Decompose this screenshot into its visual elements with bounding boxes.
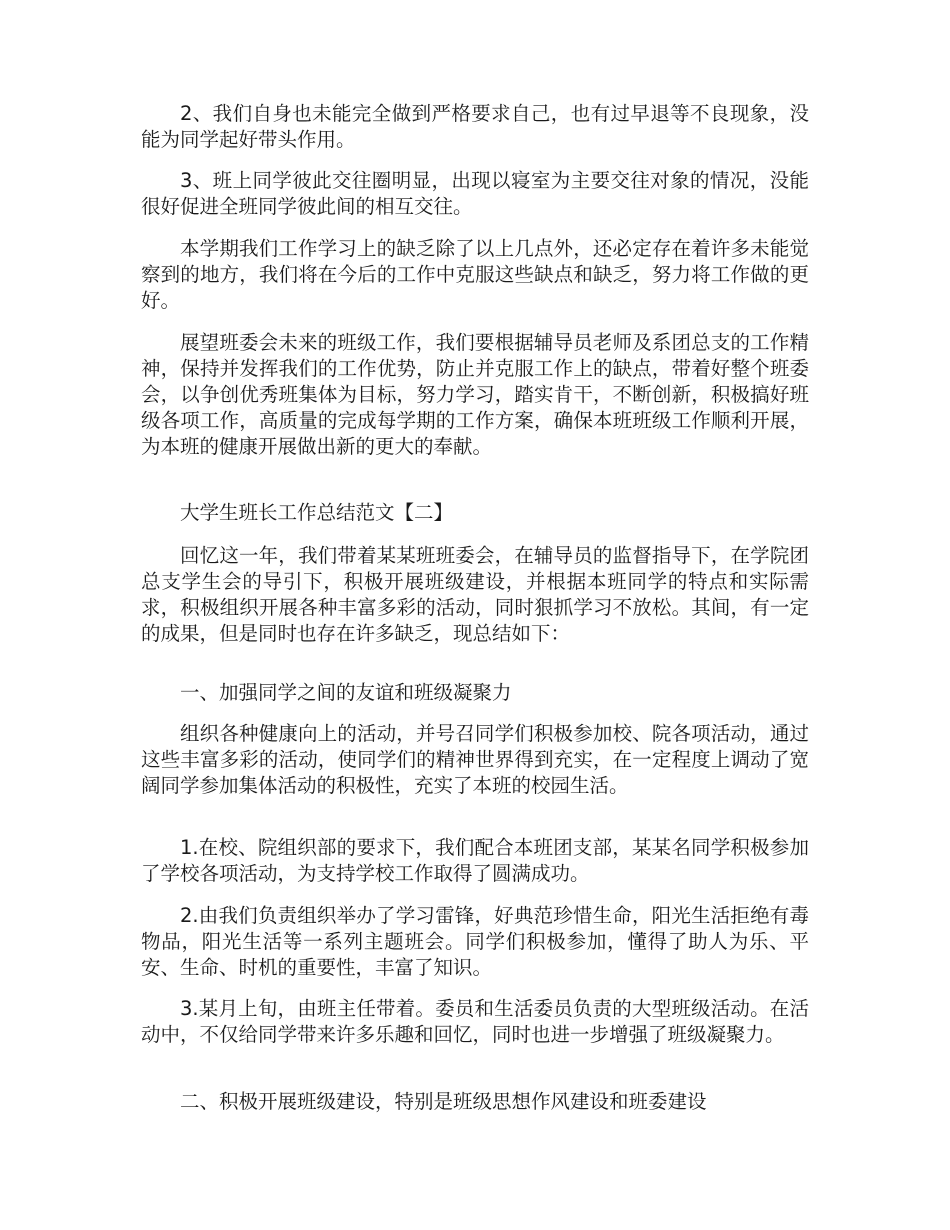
paragraph-year-review: 回忆这一年，我们带着某某班班委会，在辅导员的监督指导下，在学院团总支学生会的导引下，积极开展班级建设，并根据本班同学的特点和实际需求，积极组织开展各种丰富多彩的活动，同时狠抓学习不放松。其间，有一定的成果，但是同时也存在许多缺乏，现总结如下： — [141, 544, 809, 645]
paragraph-self-discipline: 2、我们自身也未能完全做到严格要求自己，也有过早退等不良现象，没能为同学起好带头作用。 — [141, 102, 809, 151]
paragraph-activities: 组织各种健康向上的活动，并号召同学们积极参加校、院各项活动，通过这些丰富多彩的活动，使同学们的精神世界得到充实，在一定程度上调动了宽阔同学参加集体活动的积极性，充实了本班的校园生活。 — [141, 722, 809, 797]
list-item-class-event: 3.某月上旬，由班主任带着。委员和生活委员负责的大型班级活动。在活动中，不仅给同学带来许多乐趣和回忆，同时也进一步增强了班级凝聚力。 — [141, 997, 809, 1046]
list-item-school-activities: 1.在校、院组织部的要求下，我们配合本班团支部，某某名同学积极参加了学校各项活动，为支持学校工作取得了圆满成功。 — [141, 836, 809, 885]
section-heading-class-building: 二、积极开展班级建设，特别是班级思想作风建设和班委建设 — [180, 1090, 707, 1113]
paragraph-shortcomings: 本学期我们工作学习上的缺乏除了以上几点外，还必定存在着许多未能觉察到的地方，我们将在今后的工作中克服这些缺点和缺乏，努力将工作做的更好。 — [141, 237, 809, 312]
paragraph-outlook: 展望班委会未来的班级工作，我们要根据辅导员老师及系团总支的工作精神，保持并发挥我们的工作优势，防止并克服工作上的缺点，带着好整个班委会，以争创优秀班集体为目标，努力学习，踏实肯干，不断创新，积极搞好班级各项工作，高质量的完成每学期的工作方案，确保本班班级工作顺利开展，为本班的健康开展做出新的更大的奉献。 — [141, 331, 809, 458]
list-item-theme-meetings: 2.由我们负责组织举办了学习雷锋，好典范珍惜生命，阳光生活拒绝有毒物品，阳光生活等一系列主题班会。同学们积极参加，懂得了助人为乐、平安、生命、时机的重要性，丰富了知识。 — [141, 904, 809, 979]
paragraph-social-circles: 3、班上同学彼此交往圈明显，出现以寝室为主要交往对象的情况，没能很好促进全班同学彼此间的相互交往。 — [141, 169, 809, 218]
section-heading-sample-two: 大学生班长工作总结范文【二】 — [180, 501, 454, 524]
section-heading-cohesion: 一、加强同学之间的友谊和班级凝聚力 — [180, 681, 512, 704]
